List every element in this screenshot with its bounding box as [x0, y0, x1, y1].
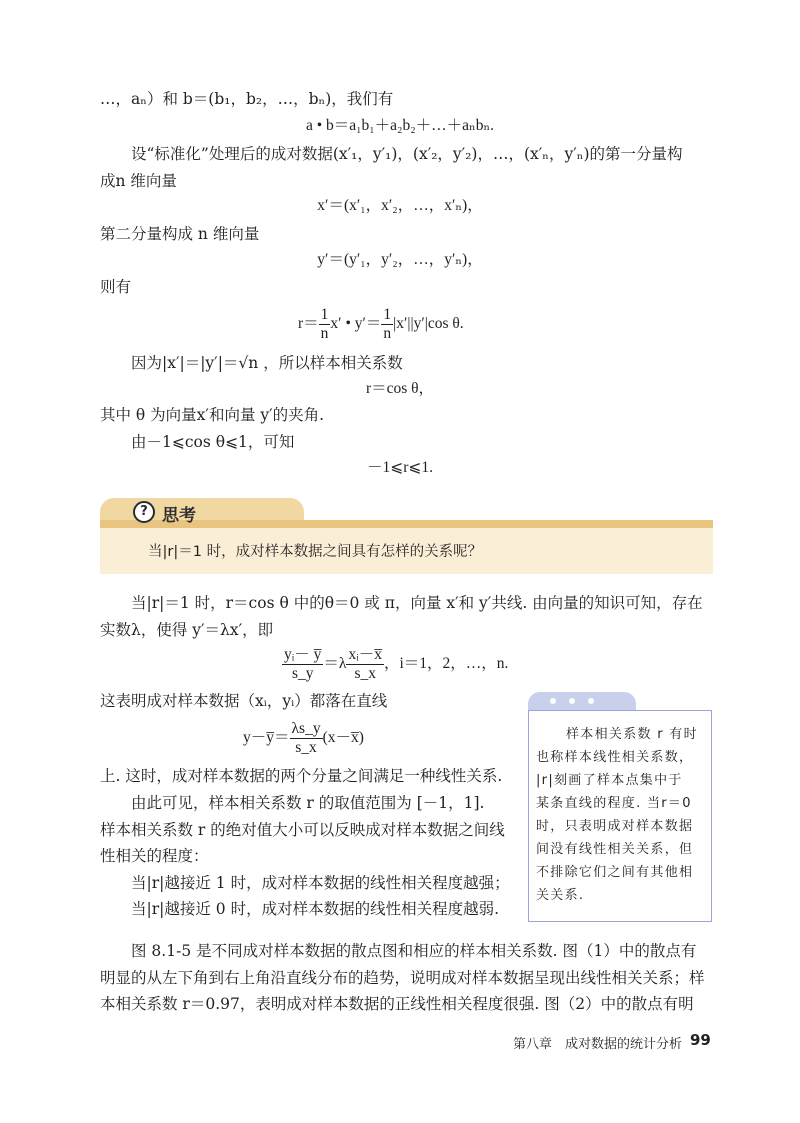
- sidebar-line: 时，只表明成对样本数据: [536, 819, 694, 834]
- text-line: 实数λ，使得 y′＝λx′，即: [100, 621, 274, 639]
- think-title: 思考: [162, 506, 196, 526]
- sidebar-line: 间没有线性相关关系，但: [536, 842, 694, 857]
- eq-part: (x－x̅): [322, 729, 364, 746]
- text-line: 性相关的程度：: [100, 847, 209, 865]
- text-line: 由－1⩽cos θ⩽1，可知: [131, 433, 295, 451]
- text-line: 第二分量构成 n 维向量: [100, 225, 260, 243]
- eq-part: r＝: [298, 315, 319, 332]
- r-range-inequality: －1⩽r⩽1.: [366, 459, 433, 476]
- sidebar-line: 不排除它们之间有其他相: [536, 865, 694, 880]
- text-line: 本相关系数 r＝0.97，表明成对样本数据的正线性相关程度很强. 图（2）中的散点有明: [100, 995, 694, 1013]
- sidebar-tab: [528, 692, 636, 710]
- text-line: 由此可见，样本相关系数 r 的取值范围为 [－1，1].: [131, 794, 485, 812]
- chapter-footer: 第八章 成对数据的统计分析: [513, 1037, 683, 1052]
- text-line: 图 8.1-5 是不同成对样本数据的散点图和相应的样本相关系数. 图（1）中的散点有: [131, 942, 697, 960]
- standardized-line-equation: [282, 644, 508, 684]
- text-line: 设“标准化”处理后的成对数据(x′₁，y′₁)，(x′₂，y′₂)，…，(x′ₙ，y′ₙ)的第一分量构: [131, 145, 683, 163]
- fraction: [282, 646, 323, 683]
- eq-part: |x′||y′|cos θ.: [393, 315, 464, 332]
- frac-numerator: 1: [320, 305, 329, 323]
- vector-y-equation: y′＝(y′₁，y′₂，…，y′ₙ)，: [317, 251, 483, 268]
- sidebar-text: [536, 723, 708, 907]
- sidebar-line: 某条直线的程度. 当r＝0: [536, 796, 692, 811]
- vector-x-equation: x′＝(x′₁，x′₂，…，x′ₙ)，: [317, 197, 483, 214]
- text-line: 因为|x′|＝|y′|＝√n ，所以样本相关系数: [131, 354, 403, 372]
- sidebar-line: |r|刻画了样本点集中于: [536, 773, 683, 788]
- fraction-one-over-n: [381, 306, 393, 343]
- eq-part: ，i＝1，2，…，n.: [383, 655, 509, 672]
- frac-denominator: s_x: [354, 664, 376, 682]
- correlation-cosine-equation: [298, 302, 464, 346]
- text-line: 成n 维向量: [100, 172, 177, 190]
- dot-icon: [550, 698, 556, 704]
- frac-denominator: s_x: [295, 738, 317, 756]
- frac-numerator: yᵢ－ y̅: [284, 645, 322, 663]
- text-line: 则有: [100, 278, 132, 296]
- sidebar-line: 也称样本线性相关系数，: [536, 750, 694, 765]
- eq-part: x′ • y′＝: [330, 315, 382, 332]
- text-line: 其中 θ 为向量x′和向量 y′的夹角.: [100, 406, 325, 424]
- text-line: 当|r|越接近 0 时，成对样本数据的线性相关程度越弱.: [131, 900, 499, 918]
- frac-denominator: s_y: [291, 664, 314, 682]
- text-line: 样本相关系数 r 的绝对值大小可以反映成对样本数据之间线: [100, 821, 505, 839]
- regression-line-equation: [243, 718, 364, 758]
- sidebar-line: 关关系.: [536, 888, 585, 903]
- text-line: 这表明成对样本数据（xᵢ，yᵢ）都落在直线: [100, 692, 388, 710]
- text-line: 当|r|＝1 时，r＝cos θ 中的θ＝0 或 π，向量 x′和 y′共线. 由向量的知识可知，存在: [131, 594, 703, 612]
- r-equals-cos-equation: r＝cos θ，: [365, 380, 435, 397]
- frac-numerator: 1: [383, 305, 392, 323]
- fraction: [346, 646, 384, 683]
- frac-denominator: n: [320, 324, 329, 342]
- text-line: …，aₙ）和 b＝(b₁，b₂，…，bₙ)，我们有: [100, 90, 394, 108]
- fraction-one-over-n: [319, 306, 331, 343]
- question-mark-icon: ?: [133, 501, 155, 523]
- eq-part: ＝λ: [323, 655, 347, 672]
- frac-numerator: λs_y: [291, 719, 321, 737]
- frac-denominator: n: [383, 324, 392, 342]
- dot-product-equation: a • b＝a₁b₁＋a₂b₂＋…＋aₙbₙ.: [305, 117, 495, 134]
- think-question: 当|r|＝1 时，成对样本数据之间具有怎样的关系呢？: [148, 544, 483, 560]
- eq-part: y－y̅＝: [243, 729, 290, 746]
- text-line: 当|r|越接近 1 时，成对样本数据的线性相关程度越强；: [131, 874, 510, 892]
- dot-icon: [588, 698, 594, 704]
- text-line: 明显的从左下角到右上角沿直线分布的趋势，说明成对样本数据呈现出线性相关关系；样: [100, 969, 705, 987]
- fraction: [290, 720, 323, 757]
- sidebar-line: 样本相关系数 r 有时: [566, 727, 698, 742]
- page-number: 99: [690, 1031, 711, 1049]
- dot-icon: [569, 698, 575, 704]
- frac-numerator: xᵢ－x̅: [348, 645, 382, 663]
- text-line: 上. 这时，成对样本数据的两个分量之间满足一种线性关系.: [100, 767, 503, 785]
